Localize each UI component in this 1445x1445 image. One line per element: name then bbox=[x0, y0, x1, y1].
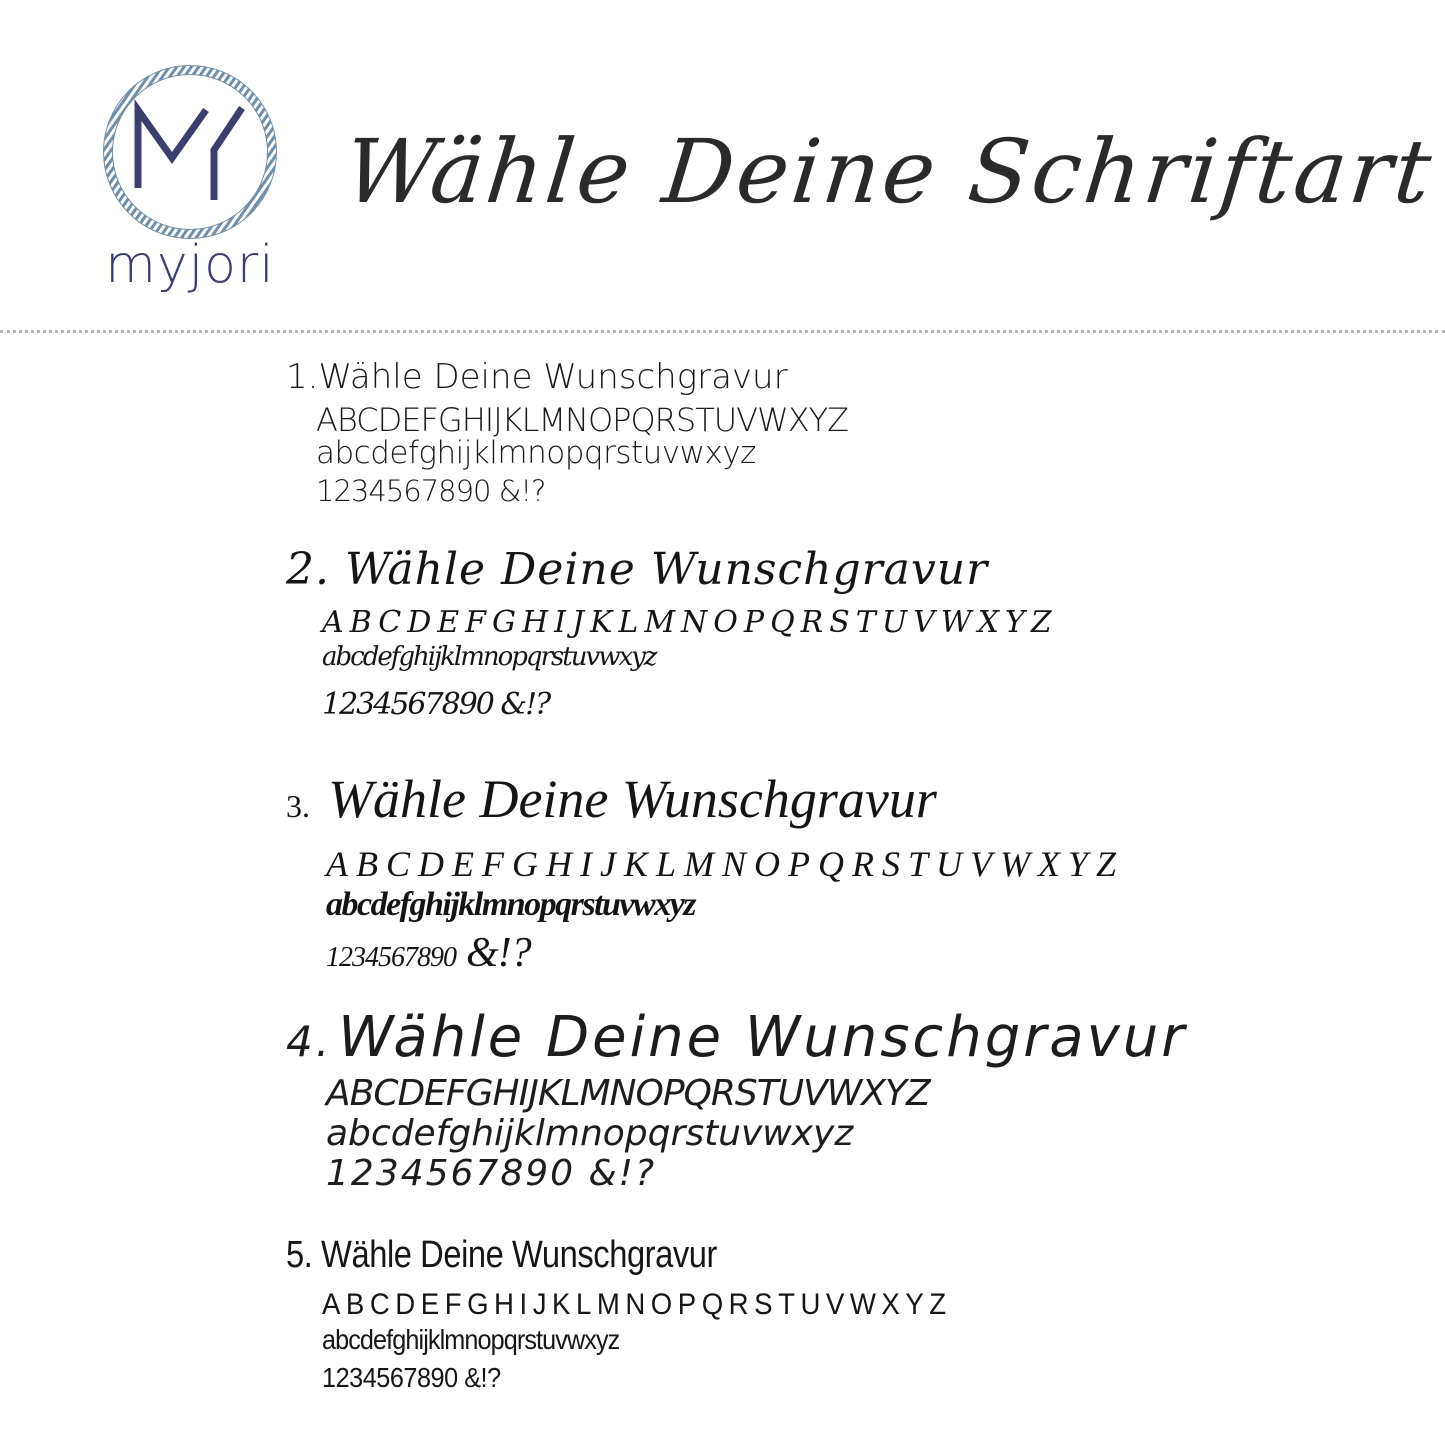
logo-mark bbox=[96, 54, 288, 306]
logo-wordmark: myjori bbox=[105, 235, 275, 295]
font-option-4-number: 4. bbox=[286, 1017, 333, 1066]
font-option-3-symbols: &!? bbox=[466, 930, 531, 976]
font-option-3-heading-text: Wähle Deine Wunschgravur bbox=[328, 769, 937, 829]
font-option-3-number: 3. bbox=[286, 788, 310, 824]
font-option-4-uppercase: ABCDEFGHIJKLMNOPQRSTUVWXYZ bbox=[326, 1073, 930, 1114]
font-option-1-heading: 1.Wähle Deine Wunschgravur bbox=[286, 357, 788, 397]
rope-ring bbox=[108, 70, 272, 234]
font-option-2-lowercase: abcdefghijklmnopqrstuvwxyz bbox=[322, 642, 656, 672]
font-option-5[interactable] bbox=[286, 1236, 1386, 1392]
font-option-3[interactable] bbox=[286, 769, 1386, 976]
font-option-2-heading: 2. Wähle Deine Wunschgravur bbox=[286, 544, 989, 595]
font-option-5-numbers: 1234567890 &!? bbox=[322, 1362, 501, 1393]
dotted-divider bbox=[0, 330, 1445, 333]
font-option-3-digits: 1234567890 bbox=[326, 942, 456, 973]
font-option-5-lowercase: abcdefghijklmnopqrstuvwxyz bbox=[322, 1324, 620, 1355]
font-option-4-numbers: 1234567890 &!? bbox=[326, 1153, 657, 1194]
font-option-1-numbers: 1234567890 &!? bbox=[316, 474, 546, 508]
font-option-4-heading bbox=[286, 1005, 1386, 1070]
font-option-4-lowercase: abcdefghijklmnopqrstuvwxyz bbox=[326, 1113, 854, 1154]
myjori-logo bbox=[96, 54, 288, 306]
font-option-3-numbers bbox=[326, 932, 1386, 974]
font-option-2-numbers: 1234567890 &!? bbox=[322, 687, 550, 722]
font-option-1-uppercase: ABCDEFGHIJKLMNOPQRSTUVWXYZ bbox=[316, 401, 849, 439]
page-title: Wähle Deine Schriftart bbox=[340, 120, 1439, 223]
font-option-1[interactable] bbox=[286, 357, 1386, 508]
font-option-4[interactable] bbox=[286, 1005, 1386, 1194]
font-option-1-lowercase: abcdefghijklmnopqrstuvwxyz bbox=[316, 435, 756, 471]
font-option-5-uppercase: ABCDEFGHIJKLMNOPQRSTUVWXYZ bbox=[322, 1288, 952, 1321]
font-option-4-heading-text: Wähle Deine Wunschgravur bbox=[338, 1005, 1188, 1070]
font-option-3-lowercase: abcdefghijklmnopqrstuvwxyz bbox=[326, 886, 696, 923]
monogram-y bbox=[214, 108, 242, 200]
font-option-2[interactable] bbox=[286, 544, 1386, 722]
font-option-3-heading bbox=[286, 769, 1386, 829]
font-option-5-heading: 5. Wähle Deine Wunschgravur bbox=[286, 1234, 717, 1276]
monogram-m bbox=[138, 110, 206, 188]
font-option-2-uppercase: ABCDEFGHIJKLMNOPQRSTUVWXYZ bbox=[322, 605, 1058, 640]
font-option-3-uppercase: ABCDEFGHIJKLMNOPQRSTUVWXYZ bbox=[326, 844, 1124, 884]
